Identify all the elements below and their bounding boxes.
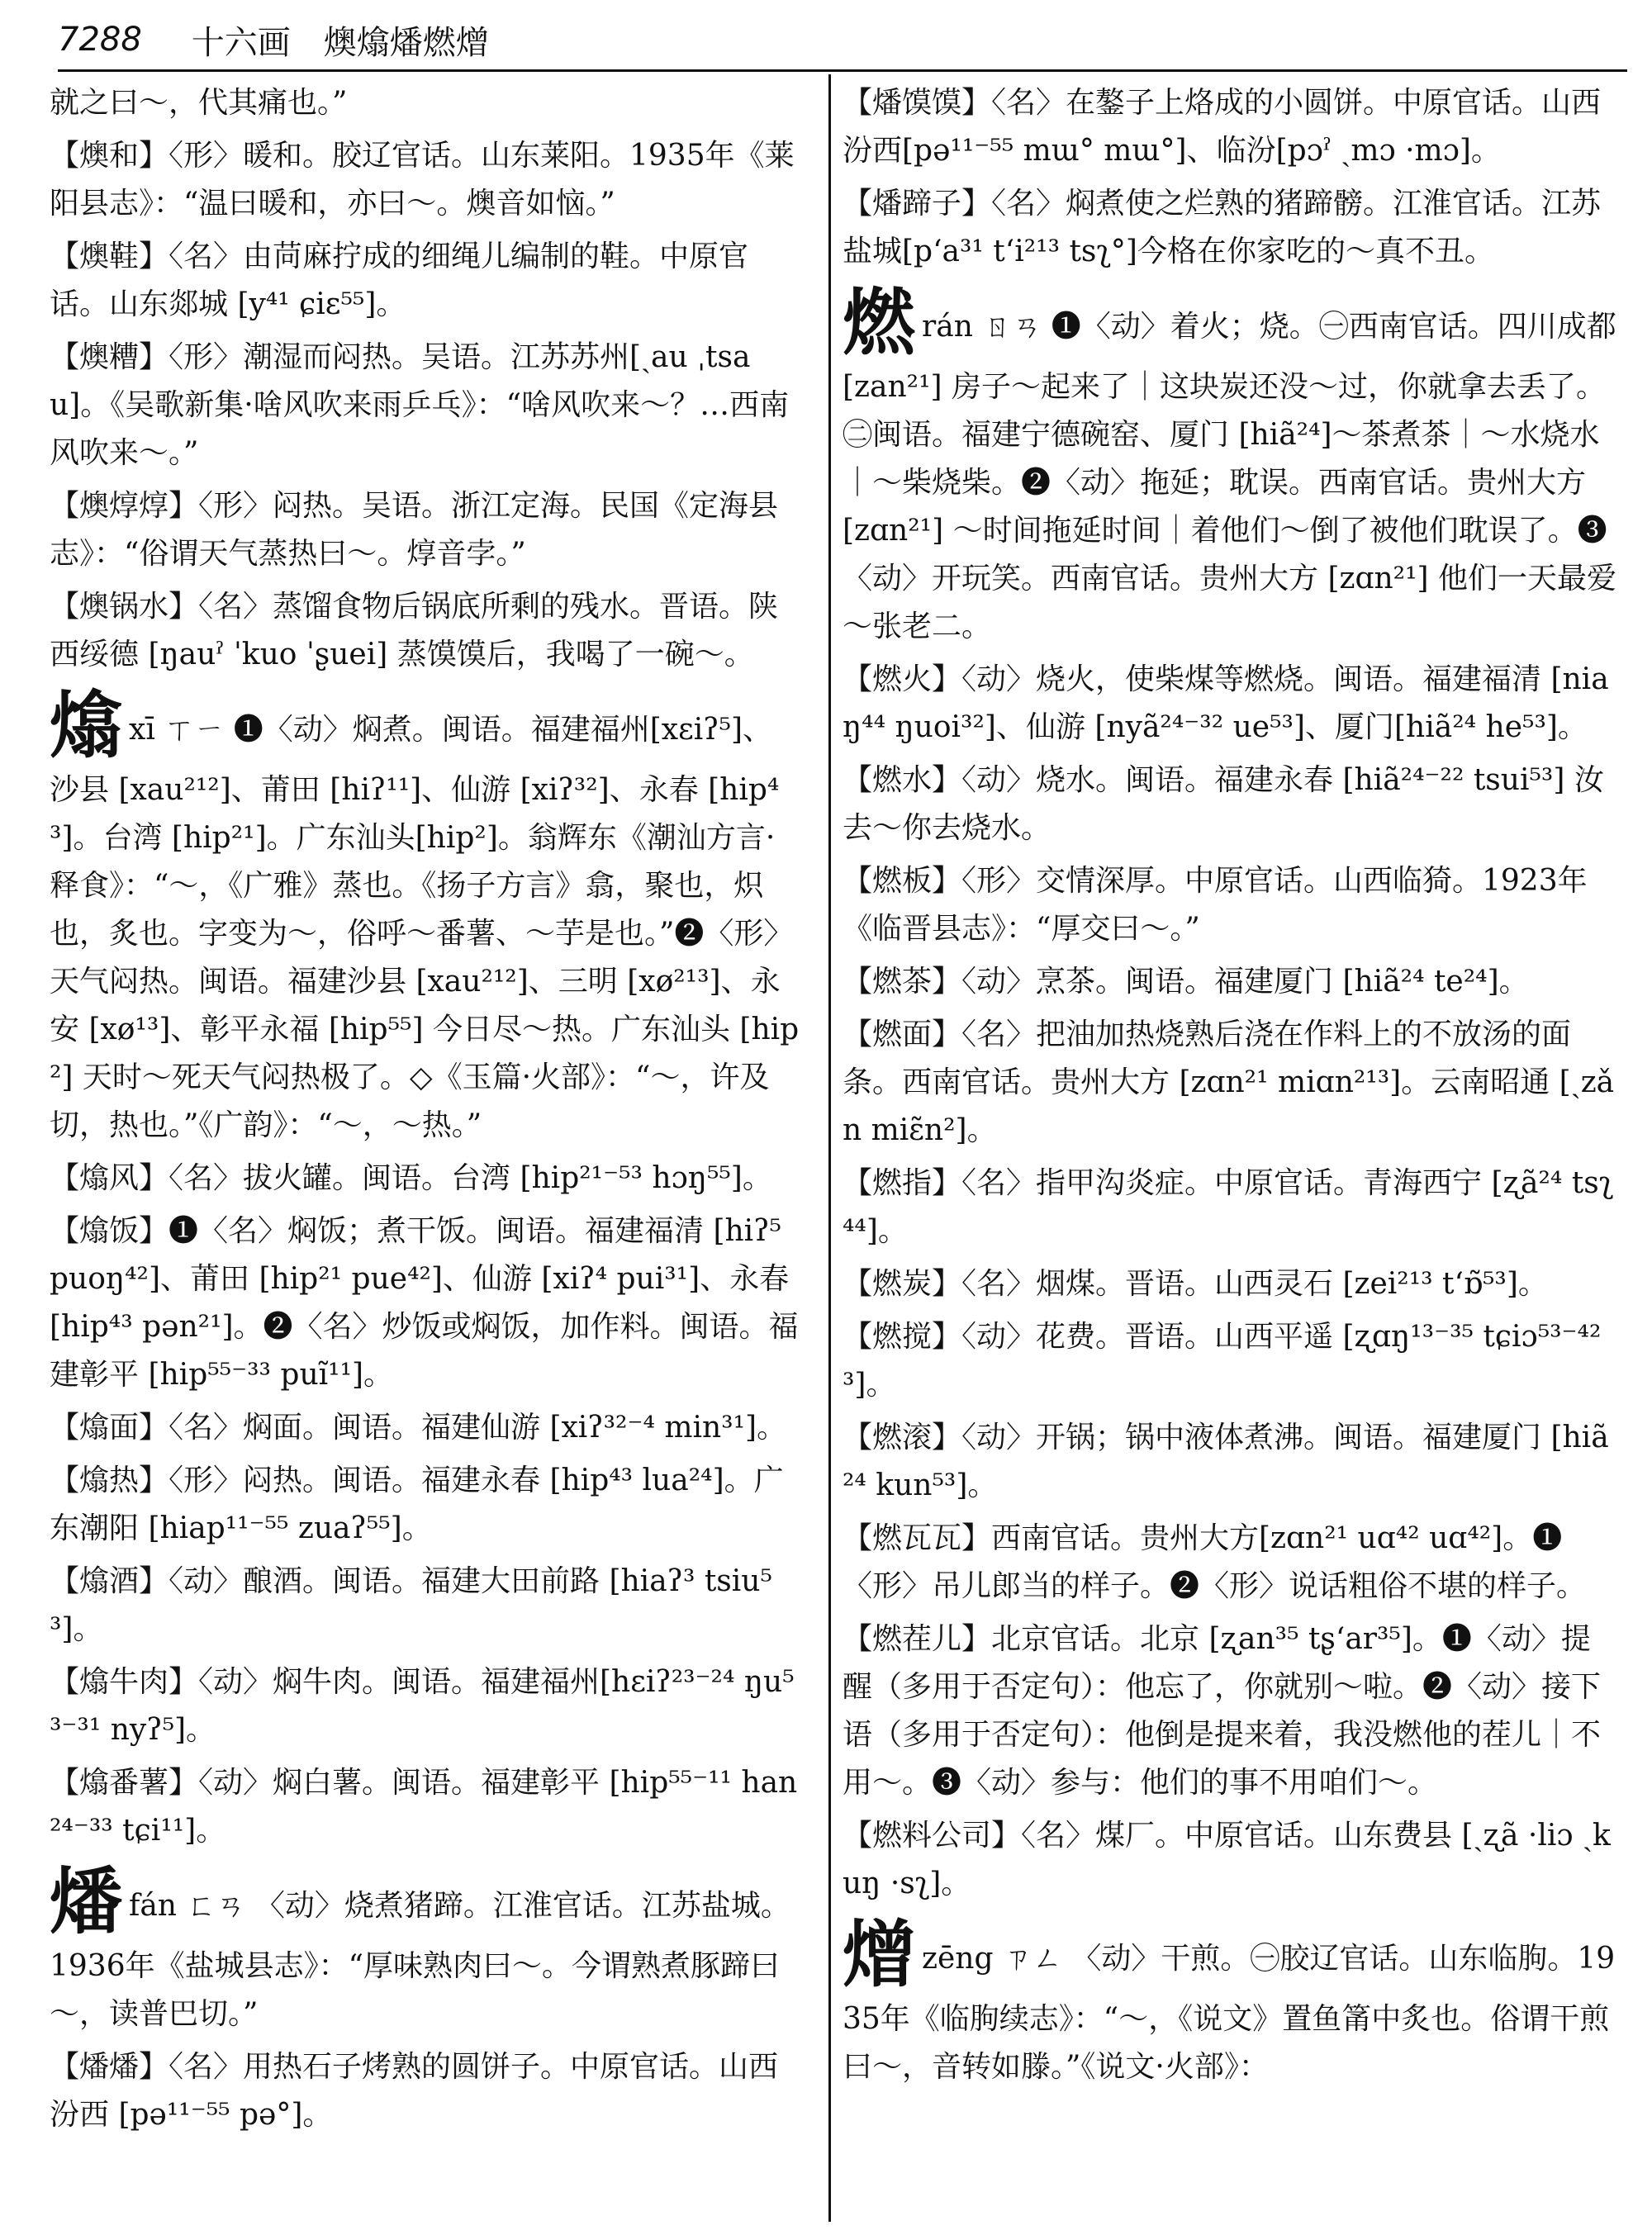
entry-text: 【熻风】〈名〉拔火罐。闽语。台湾 [hip²¹⁻⁵³ hɔŋ⁵⁵]。 [50,1161,772,1195]
entry-text: 【熻饭】❶〈名〉焖饭；煮干饭。闽语。福建福清 [hiʔ⁵ puoŋ⁴²]、莆田 [hip²¹ pue⁴²]、仙游 [xiʔ⁴ pui³¹]、永春 [hip⁴³ pən²¹]。❷〈名〉炒饭或焖饭，加作料。闽语。福建彰平 [hip⁵⁵⁻³³ puĩ¹¹]。 [50,1214,799,1392]
dictionary-entry [843,1616,1619,1807]
entry-text: 【燔燔】〈名〉用热石子烤熟的圆饼子。中原官话。山西汾西 [pə¹¹⁻⁵⁵ pə°]。 [50,2050,779,2132]
entry-text: 【燃料公司】〈名〉煤厂。中原官话。山东费县 [ˏʐã ·liɔ ˏkuŋ ·sʅ]。 [843,1819,1611,1900]
entry-text: zēng ㄗㄥ 〈动〉干煎。㊀胶辽官话。山东临朐。1935年《临朐续志》：“～，《说文》置鱼筩中炙也。俗谓干煎曰～，音转如滕。”《说文·火部》： [843,1942,1616,2084]
entry-text: 【燔馍馍】〈名〉在鏊子上烙成的小圆饼。中原官话。山西汾西[pə¹¹⁻⁵⁵ mɯ° mɯ°]、临汾[pɔˀ ˏmɔ ·mɔ]。 [843,86,1602,168]
dictionary-entry [50,1208,801,1399]
head-character-entry [50,684,801,1150]
entry-text: rán ㄖㄢ ❶〈动〉着火；烧。㊀西南官话。四川成都 [zan²¹] 房子～起来了｜这块炭还没～过，你就拿去丢了。㊁闽语。福建宁德碗窑、厦门 [hiã²⁴]～茶煮茶｜～水烧水｜～柴烧柴。❷〈动〉拖延；耽误。西南官话。贵州大方 [zɑn²¹] ～时间拖延时间｜着他们～倒了被他们耽误了。❸〈动〉开玩笑。西南官话。贵州大方 [zɑn²¹] 他们一天最爱～张老二。 [843,310,1617,643]
dictionary-entry [50,1658,801,1754]
head-character: 燔 [50,1858,123,1944]
head-character-entry [50,1860,801,2038]
entry-text: 【燃炭】〈名〉烟煤。晋语。山西灵石 [zei²¹³ t‘ɒ̃⁵³]。 [843,1267,1548,1301]
dictionary-entry [50,482,801,578]
entry-text: 【熻番薯】〈动〉焖白薯。闽语。福建彰平 [hip⁵⁵⁻¹¹ han²⁴⁻³³ tɕi¹¹]。 [50,1766,798,1848]
dictionary-entry [843,1313,1619,1409]
page-number: 7288 [58,21,142,59]
dictionary-entry [843,1260,1619,1308]
page-header [58,15,1627,64]
head-character: 熻 [50,682,123,768]
dictionary-entry [843,180,1619,276]
entry-text: 【燃搅】〈动〉花费。晋语。山西平遥 [ʐɑŋ¹³⁻³⁵ tɕiɔ⁵³⁻⁴²³]。 [843,1320,1602,1402]
dictionary-entry [50,1457,801,1553]
entry-text: 【燃滚】〈动〉开锅；锅中液体煮沸。闽语。福建厦门 [hiã²⁴ kun⁵³]。 [843,1421,1609,1502]
entry-text: fán ㄈㄢ 〈动〉烧煮猪蹄。江淮官话。江苏盐城。1936年《盐城县志》：“厚味熟肉曰～。今谓熟煮豚蹄曰～，读普巴切。” [50,1889,790,2031]
entry-text: 【熻面】〈名〉焖面。闽语。福建仙游 [xiʔ³²⁻⁴ min³¹]。 [50,1411,787,1445]
dictionary-entry [843,1414,1619,1510]
entry-text: 【燔蹄子】〈名〉焖煮使之烂熟的猪蹄髈。江淮官话。江苏盐城[p‘a³¹ t‘i²¹³ tsʅ°]今格在你家吃的～真不丑。 [843,187,1602,268]
head-character: 燃 [843,279,916,365]
dictionary-entry [843,958,1619,1006]
head-character: 熷 [843,1911,916,1997]
entry-text: 【熻热】〈形〉闷热。闽语。福建永春 [hip⁴³ lua²⁴]。广东潮阳 [hiap¹¹⁻⁵⁵ zuaʔ⁵⁵]。 [50,1464,784,1545]
entry-text: 【燠焞焞】〈形〉闷热。吴语。浙江定海。民国《定海县志》：“俗谓天气蒸热曰～。焞音孛。” [50,489,779,571]
dictionary-entry [843,757,1619,852]
right-column [843,79,1619,2096]
dictionary-entry [50,132,801,228]
dictionary-entry [50,79,801,127]
entry-text: 【燃火】〈动〉烧火，使柴煤等燃烧。闽语。福建福清 [niaŋ⁴⁴ ŋuoi³²]、仙游 [nyã²⁴⁻³² ue⁵³]、厦门[hiã²⁴ he⁵³]。 [843,662,1609,744]
stroke-section: 十六画 [191,23,291,62]
entry-text: 【燠糟】〈形〉潮湿而闷热。吴语。江苏苏州[ˏau ˌtsau]。《吴歌新集·啥风吹来雨乒乓》：“啥风吹来～？…西南风吹来～。” [50,340,790,470]
entry-text: 【燠和】〈形〉暖和。胶辽官话。山东莱阳。1935年《莱阳县志》：“温曰暖和，亦曰～。燠音如恼。” [50,139,795,221]
entry-text: 【燠鞋】〈名〉由苘麻拧成的细绳儿编制的鞋。中原官话。山东郯城 [y⁴¹ ɕiɛ⁵⁵]。 [50,240,749,321]
dictionary-entry [50,583,801,679]
header-rule [58,69,1627,72]
entry-text: 就之曰～，代其痛也。” [50,86,348,120]
entry-text: 【燃水】〈动〉烧水。闽语。福建永春 [hiã²⁴⁻²² tsui⁵³] 汝去～你去烧水。 [843,763,1604,845]
head-character-entry [843,1913,1619,2091]
dictionary-entry [50,1404,801,1452]
dictionary-entry [843,1515,1619,1611]
entry-text: 【燃板】〈形〉交情深厚。中原官话。山西临猗。1923年《临晋县志》：“厚交曰～。” [843,864,1588,946]
dictionary-entry [843,656,1619,752]
entry-text: 【燃指】〈名〉指甲沟炎症。中原官话。青海西宁 [ʐã²⁴ tsʅ⁴⁴]。 [843,1166,1614,1248]
dictionary-entry [50,233,801,329]
entry-text: 【燃瓦瓦】西南官话。贵州大方[zɑn²¹ uɑ⁴² uɑ⁴²]。❶〈形〉吊儿郎当的样子。❷〈形〉说话粗俗不堪的样子。 [843,1521,1587,1603]
dictionary-entry [843,1160,1619,1255]
entry-text: 【燃面】〈名〉把油加热烧熟后浇在作料上的不放汤的面条。西南官话。贵州大方 [zɑn²¹ miɑn²¹³]。云南昭通 [ˏzǎn miɛ̃n²]。 [843,1018,1615,1147]
entry-text: xī ㄒㄧ ❶〈动〉焖煮。闽语。福建福州[xɛiʔ⁵]、沙县 [xau²¹²]、莆田 [hiʔ¹¹]、仙游 [xiʔ³²]、永春 [hip⁴³]。台湾 [hip²¹]。广东汕头[hip²]。翁辉东《潮汕方言·释食》：“～，《广雅》蒸也。《扬子方言》翕，聚也，炽也，炙也。字变为～，俗呼～番薯、～芋是也。”❷〈形〉天气闷热。闽语。福建沙县 [xau²¹²]、三明 [xø²¹³]、永安 [xø¹³]、彰平永福 [hip⁵⁵] 今日尽～热。广东汕头 [hip²] 天时～死天气闷热极了。◇《玉篇·火部》：“～，许及切，热也。”《广韵》：“～，～热。” [50,713,800,1142]
dictionary-entry [843,1011,1619,1155]
head-character-entry [843,281,1619,651]
dictionary-entry [50,2043,801,2139]
dictionary-entry [50,1558,801,1654]
column-divider [828,74,831,2222]
dictionary-entry [843,857,1619,953]
header-characters: 燠熻燔燃熷 [323,23,489,62]
dictionary-entry [50,1759,801,1855]
entry-text: 【熻酒】〈动〉酿酒。闽语。福建大田前路 [hiaʔ³ tsiu⁵³]。 [50,1564,772,1646]
dictionary-entry [843,79,1619,175]
left-column [50,79,801,2144]
dictionary-entry [843,1812,1619,1908]
dictionary-entry [50,334,801,477]
dictionary-entry [50,1155,801,1203]
entry-text: 【燃茬儿】北京官话。北京 [ʐan³⁵ tʂ‘ar³⁵]。❶〈动〉提醒（多用于否定句）：他忘了，你就别～啦。❷〈动〉接下语（多用于否定句）：他倒是提来着，我没燃他的茬儿｜不用～。❸〈动〉参与：他们的事不用咱们～。 [843,1622,1602,1800]
entry-text: 【燠锅水】〈名〉蒸馏食物后锅底所剩的残水。晋语。陕西绥德 [ŋauˀ ˈkuo ˈʂuei] 蒸馍馍后，我喝了一碗～。 [50,590,779,671]
entry-text: 【燃茶】〈动〉烹茶。闽语。福建厦门 [hiã²⁴ te²⁴]。 [843,965,1529,999]
entry-text: 【熻牛肉】〈动〉焖牛肉。闽语。福建福州[hɛiʔ²³⁻²⁴ ŋu⁵³⁻³¹ nyʔ⁵]。 [50,1665,795,1747]
